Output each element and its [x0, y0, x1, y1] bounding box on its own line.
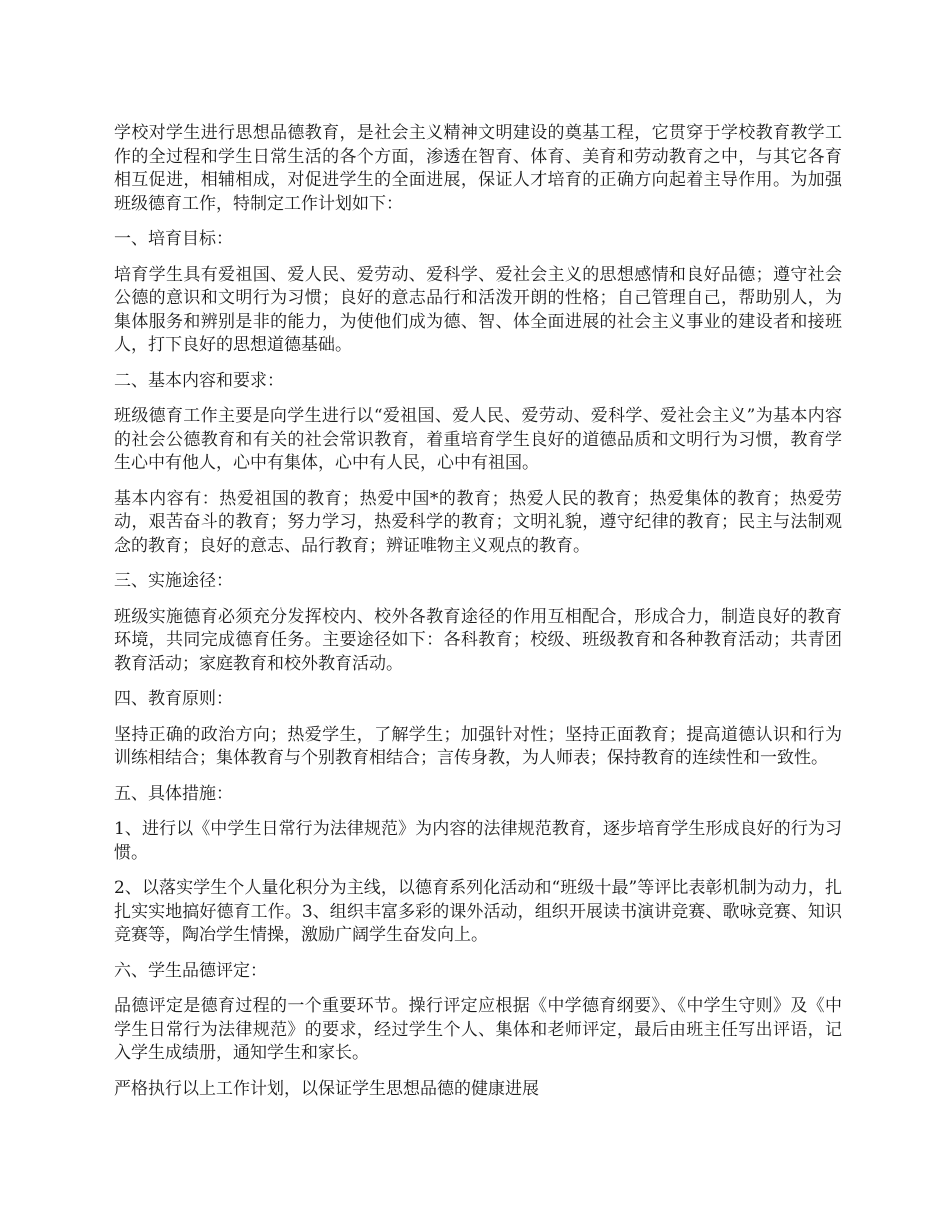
section-heading-measures: 五、具体措施： — [114, 783, 233, 804]
content-paragraph-1: 班级德育工作主要是向学生进行以“爱祖国、爱人民、爱劳动、爱科学、爱社会主义”为基本内容的社会公德教育和有关的社会常识教育，着重培育学生良好的道德品质和文明行为习惯，教育学生心中有他人，心中有集体，心中有人民，心中有祖国。 — [114, 406, 842, 473]
section-heading-principles: 四、教育原则： — [114, 689, 233, 709]
principles-paragraph: 坚持正确的政治方向；热爱学生，了解学生；加强针对性；坚持正面教育；提高道德认识和行为训练相结合；集体教育与个别教育相结合；言传身教，为人师表；保持教育的连续性和一致性。 — [114, 724, 842, 768]
measures-item-1: 1、进行以《中学生日常行为法律规范》为内容的法律规范教育，逐步培育学生形成良好的行为习惯。 — [114, 819, 842, 863]
section-heading-evaluation: 六、学生品德评定： — [114, 960, 267, 981]
section-heading-approach: 三、实施途径： — [114, 571, 233, 591]
document-body — [114, 122, 842, 1113]
evaluation-paragraph: 品德评定是德育过程的一个重要环节。操行评定应根据《中学德育纲要》、《中学生守则》及《中学生日常行为法律规范》的要求，经过学生个人、集体和老师评定，最后由班主任写出评语，记入学生成绩册，通知学生和家长。 — [114, 996, 842, 1063]
section-heading-goals: 一、培育目标： — [114, 229, 233, 249]
measures-item-2: 2、以落实学生个人量化积分为主线，以德育系列化活动和“班级十最”等评比表彰机制为动力，扎扎实实地搞好德育工作。3、组织丰富多彩的课外活动，组织开展读书演讲竞赛、歌咏竞赛、知识竞赛等，陶冶学生情操，激励广阔学生奋发向上。 — [114, 878, 842, 945]
content-paragraph-2: 基本内容有：热爱祖国的教育；热爱中国*的教育；热爱人民的教育；热爱集体的教育；热爱劳动，艰苦奋斗的教育；努力学习，热爱科学的教育；文明礼貌，遵守纪律的教育；民主与法制观念的教育；良好的意志、品行教育；辨证唯物主义观点的教育。 — [114, 488, 842, 556]
goals-paragraph: 培育学生具有爱祖国、爱人民、爱劳动、爱科学、爱社会主义的思想感情和良好品德；遵守社会公德的意识和文明行为习惯；良好的意志品行和活泼开朗的性格；自己管理自己，帮助别人，为集体服务和辨别是非的能力，为使他们成为德、智、体全面进展的社会主义事业的建设者和接班人，打下良好的思想道德基础。 — [114, 264, 842, 355]
section-heading-content: 二、基本内容和要求： — [114, 370, 284, 391]
intro-paragraph: 学校对学生进行思想品德教育，是社会主义精神文明建设的奠基工程，它贯穿于学校教育教学工作的全过程和学生日常生活的各个方面，渗透在智育、体育、美育和劳动教育之中，与其它各育相互促进，相辅相成，对促进学生的全面进展，保证人才培育的正确方向起着主导作用。为加强班级德育工作，特制定工作计划如下： — [114, 123, 842, 214]
approach-paragraph: 班级实施德育必须充分发挥校内、校外各教育途径的作用互相配合，形成合力，制造良好的教育环境，共同完成德育任务。主要途径如下：各科教育；校级、班级教育和各种教育活动；共青团教育活动；家庭教育和校外教育活动。 — [114, 606, 842, 674]
closing-paragraph: 严格执行以上工作计划，以保证学生思想品德的健康进展 — [114, 1078, 539, 1099]
